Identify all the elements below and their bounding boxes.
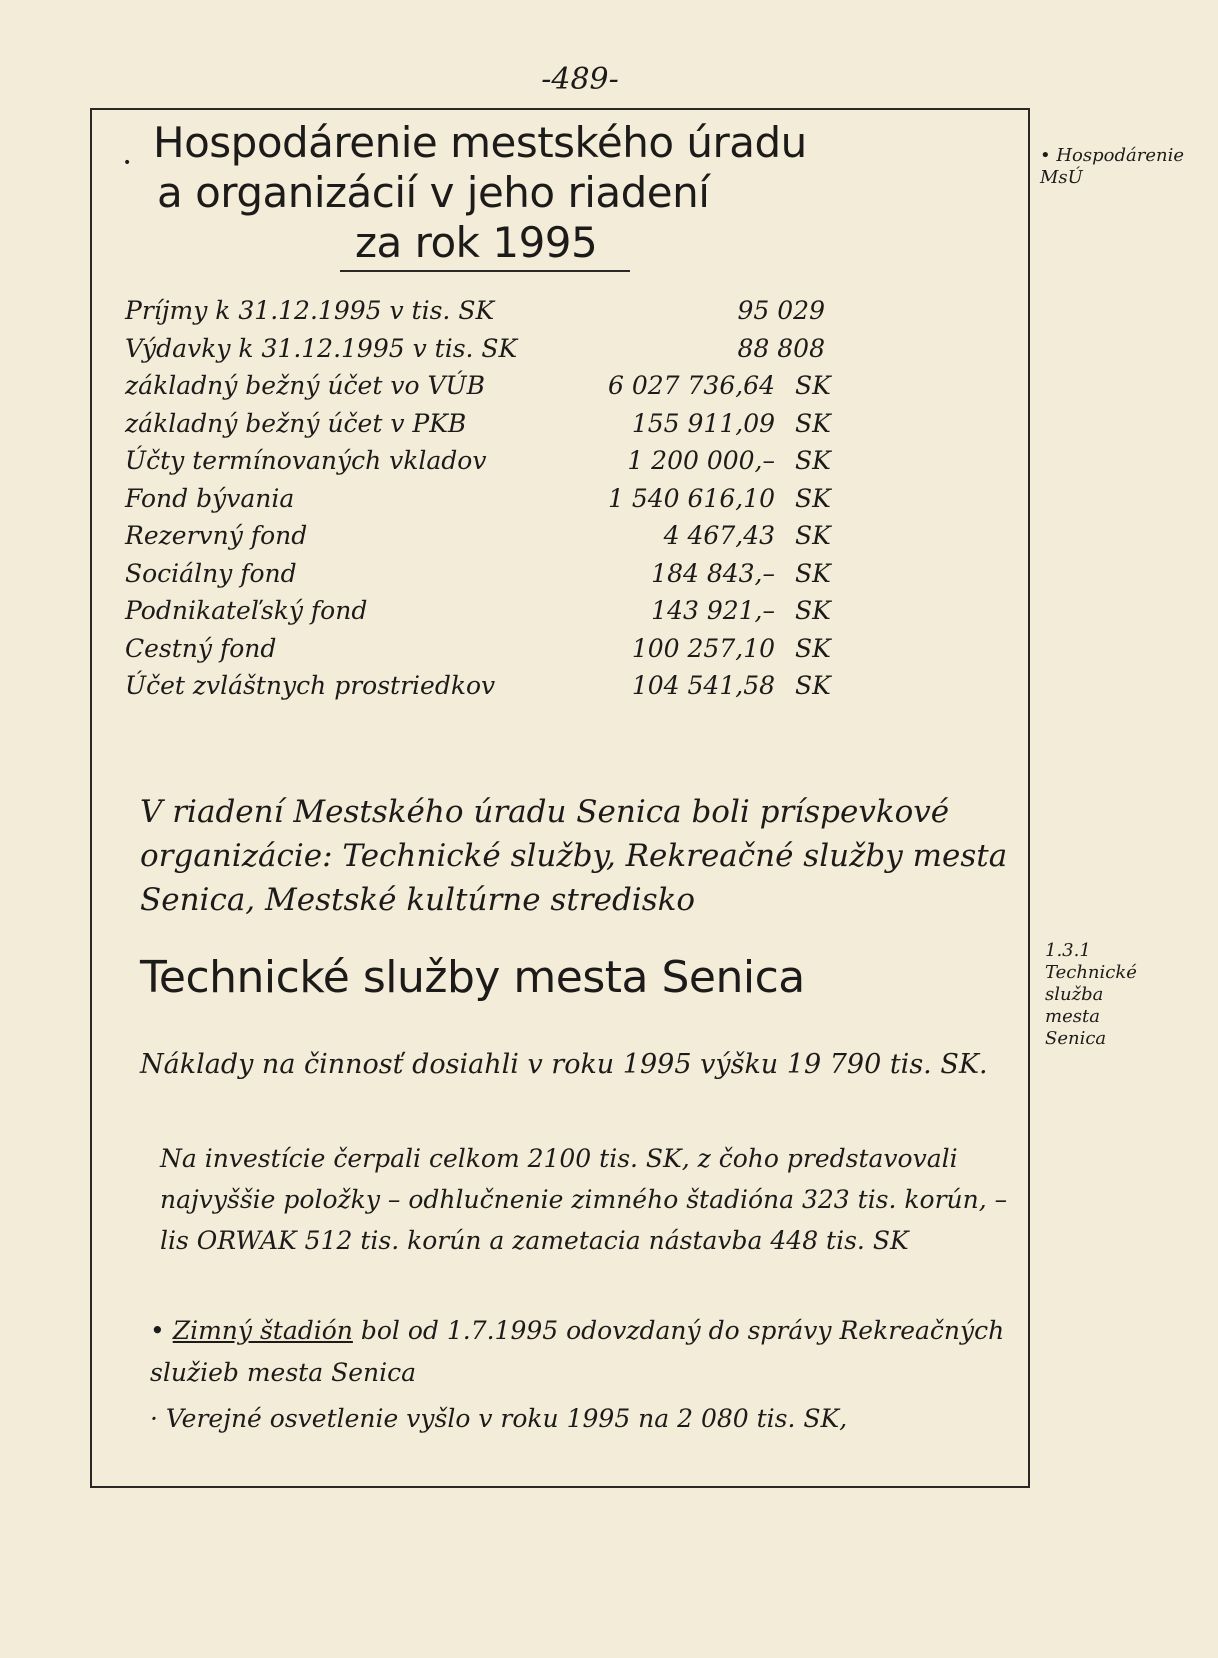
margin-note-line: Technické [1045, 962, 1137, 983]
account-row [125, 292, 865, 330]
margin-note-top [1040, 145, 1184, 189]
bullet-icon: • [150, 1316, 165, 1345]
account-currency: SK [795, 671, 831, 700]
account-currency: SK [795, 408, 831, 438]
account-row [125, 330, 865, 368]
title-underline [340, 270, 630, 272]
account-label: Rezervný fond [125, 521, 308, 550]
stadium-underlined-text: Zimný štadión [172, 1316, 353, 1345]
page-number: -489- [541, 62, 619, 97]
margin-note-line: • Hospodárenie [1040, 145, 1184, 166]
margin-note-line: služba [1045, 984, 1104, 1005]
account-amount: 1 200 000,– [627, 446, 775, 475]
account-row [125, 480, 865, 518]
page-title [125, 118, 845, 268]
account-amount: 104 541,58 [631, 671, 775, 700]
margin-note-line: 1.3.1 [1045, 940, 1091, 961]
account-amount: 184 843,– [651, 558, 775, 588]
account-row [125, 630, 865, 668]
account-row [125, 517, 865, 555]
account-amount: 1 540 616,10 [608, 483, 775, 513]
account-row [125, 555, 865, 593]
account-amount: 95 029 [737, 296, 825, 325]
account-label: Účet zvláštnych prostriedkov [125, 671, 496, 700]
account-label: Výdavky k 31.12.1995 v tis. SK [125, 333, 518, 363]
account-amount: 4 467,43 [663, 521, 775, 550]
account-row [125, 442, 865, 480]
account-row [125, 592, 865, 630]
account-currency: SK [795, 633, 831, 663]
margin-note-line: MsÚ [1040, 167, 1083, 188]
account-row [125, 405, 865, 443]
account-amount: 143 921,– [651, 596, 775, 625]
account-currency: SK [795, 371, 831, 400]
margin-note-line: mesta [1045, 1006, 1100, 1027]
title-line-3: za rok 1995 [355, 218, 598, 267]
account-currency: SK [795, 558, 831, 588]
account-label: základný bežný účet v PKB [125, 408, 467, 438]
section-title: Technické služby mesta Senica [140, 952, 805, 1003]
account-amount: 88 808 [737, 333, 825, 363]
account-label: Fond bývania [125, 483, 295, 513]
account-amount: 155 911,09 [631, 408, 775, 438]
account-label: Sociálny fond [125, 558, 297, 588]
account-row [125, 667, 865, 705]
account-label: Podnikateľský fond [125, 596, 368, 625]
account-label: Účty termínovaných vkladov [125, 446, 487, 475]
account-currency: SK [795, 446, 831, 475]
stadium-paragraph [150, 1310, 1020, 1394]
account-currency: SK [795, 521, 831, 550]
margin-note-middle [1045, 940, 1137, 1050]
costs-paragraph: Náklady na činnosť dosiahli v roku 1995 výšku 19 790 tis. SK. [140, 1049, 988, 1080]
account-amount: 100 257,10 [631, 633, 775, 663]
subordinate-organizations-paragraph: V riadení Mestského úradu Senica boli príspevkové organizácie: Technické služby, Rekreačné služby mesta Senica, Mestské kultúrne stredisko [140, 794, 1008, 918]
investments-paragraph: Na investície čerpali celkom 2100 tis. SK, z čoho predstavovali najvyššie položky – odhlučnenie zimného štadióna 323 tis. korún, – lis ORWAK 512 tis. korún a zametacia nástavba 448 tis. SK [160, 1144, 1008, 1255]
lighting-paragraph: · Verejné osvetlenie vyšlo v roku 1995 na 2 080 tis. SK, [150, 1404, 848, 1433]
account-label: Príjmy k 31.12.1995 v tis. SK [125, 296, 495, 325]
account-currency: SK [795, 596, 831, 625]
margin-note-line: Senica [1045, 1028, 1107, 1049]
bullet-icon: • [123, 155, 131, 171]
title-line-1: Hospodárenie mestského úradu [153, 118, 807, 167]
stadium-text: bol od 1.7.1995 odovzdaný do správy Rekreačných služieb mesta Senica [150, 1316, 1005, 1387]
account-currency: SK [795, 483, 831, 513]
account-label: Cestný fond [125, 633, 277, 663]
account-row [125, 367, 865, 405]
account-amount: 6 027 736,64 [608, 371, 775, 400]
account-label: základný bežný účet vo VÚB [125, 371, 485, 400]
accounts-list [125, 292, 865, 705]
title-line-2: a organizácií v jeho riadení [157, 168, 710, 217]
